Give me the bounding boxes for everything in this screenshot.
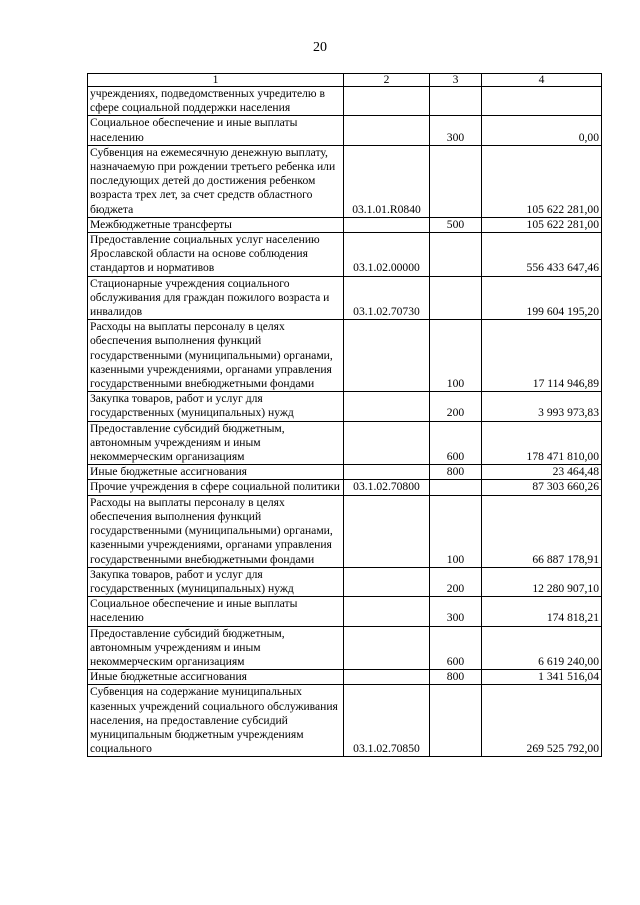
cell-amount: 17 114 946,89 <box>482 320 602 392</box>
cell-type: 100 <box>430 320 482 392</box>
cell-code: 03.1.02.70850 <box>344 685 430 757</box>
cell-amount: 556 433 647,46 <box>482 233 602 277</box>
cell-code <box>344 320 430 392</box>
cell-code <box>344 465 430 480</box>
cell-name: Социальное обеспечение и иные выплаты населению <box>88 597 344 626</box>
table-row <box>88 567 602 596</box>
table-header-row <box>88 74 602 87</box>
table-row <box>88 233 602 277</box>
cell-code <box>344 597 430 626</box>
cell-type: 600 <box>430 626 482 670</box>
budget-table <box>87 73 602 757</box>
cell-name: Стационарные учреждения социального обслуживания для граждан пожилого возраста и инвалидов <box>88 276 344 320</box>
cell-name: учреждениях, подведомственных учредителю в сфере социальной поддержки населения <box>88 87 344 116</box>
cell-type <box>430 233 482 277</box>
cell-name: Предоставление социальных услуг населению Ярославской области на основе соблюдения стандартов и нормативов <box>88 233 344 277</box>
cell-type: 800 <box>430 670 482 685</box>
cell-name: Расходы на выплаты персоналу в целях обеспечения выполнения функций государственными (муниципальными) органами, казенными учреждениями, органами управления государственными внебюджетными фондами <box>88 495 344 567</box>
cell-amount: 105 622 281,00 <box>482 217 602 232</box>
cell-name: Прочие учреждения в сфере социальной политики <box>88 480 344 495</box>
cell-amount: 269 525 792,00 <box>482 685 602 757</box>
cell-amount: 23 464,48 <box>482 465 602 480</box>
table-row <box>88 670 602 685</box>
cell-code <box>344 392 430 421</box>
table-row <box>88 597 602 626</box>
cell-code <box>344 626 430 670</box>
cell-code: 03.1.02.70800 <box>344 480 430 495</box>
table-row <box>88 276 602 320</box>
cell-amount: 174 818,21 <box>482 597 602 626</box>
table-row <box>88 320 602 392</box>
cell-code <box>344 87 430 116</box>
table-row <box>88 685 602 757</box>
cell-name: Субвенция на ежемесячную денежную выплату, назначаемую при рождении третьего ребенка или последующих детей до достижения ребенком возраста трех лет, за счет средств областного бюджета <box>88 145 344 217</box>
cell-amount: 199 604 195,20 <box>482 276 602 320</box>
column-header-code: 2 <box>344 74 430 87</box>
cell-type <box>430 276 482 320</box>
cell-type: 500 <box>430 217 482 232</box>
cell-type: 200 <box>430 567 482 596</box>
cell-name: Предоставление субсидий бюджетным, автономным учреждениям и иным некоммерческим организациям <box>88 421 344 465</box>
cell-amount: 12 280 907,10 <box>482 567 602 596</box>
table-row <box>88 495 602 567</box>
cell-code <box>344 670 430 685</box>
cell-name: Закупка товаров, работ и услуг для государственных (муниципальных) нужд <box>88 567 344 596</box>
table-row <box>88 87 602 116</box>
cell-type: 200 <box>430 392 482 421</box>
table-body <box>88 87 602 757</box>
cell-amount: 6 619 240,00 <box>482 626 602 670</box>
cell-amount: 66 887 178,91 <box>482 495 602 567</box>
cell-amount: 1 341 516,04 <box>482 670 602 685</box>
cell-code: 03.1.01.R0840 <box>344 145 430 217</box>
cell-name: Субвенция на содержание муниципальных казенных учреждений социального обслуживания населения, на предоставление субсидий муниципальным бюджетным учреждениям социального <box>88 685 344 757</box>
cell-code <box>344 421 430 465</box>
cell-name: Предоставление субсидий бюджетным, автономным учреждениям и иным некоммерческим организациям <box>88 626 344 670</box>
cell-code <box>344 495 430 567</box>
cell-amount: 87 303 660,26 <box>482 480 602 495</box>
cell-amount: 3 993 973,83 <box>482 392 602 421</box>
table-row <box>88 465 602 480</box>
cell-name: Расходы на выплаты персоналу в целях обеспечения выполнения функций государственными (муниципальными) органами, казенными учреждениями, органами управления государственными внебюджетными фондами <box>88 320 344 392</box>
cell-name: Социальное обеспечение и иные выплаты населению <box>88 116 344 145</box>
table-row <box>88 145 602 217</box>
cell-amount <box>482 87 602 116</box>
cell-code <box>344 116 430 145</box>
cell-type <box>430 87 482 116</box>
cell-amount: 105 622 281,00 <box>482 145 602 217</box>
cell-type: 600 <box>430 421 482 465</box>
table-row <box>88 116 602 145</box>
cell-type: 300 <box>430 116 482 145</box>
column-header-name: 1 <box>88 74 344 87</box>
table-row <box>88 421 602 465</box>
column-header-amount: 4 <box>482 74 602 87</box>
cell-code: 03.1.02.00000 <box>344 233 430 277</box>
cell-type <box>430 145 482 217</box>
table-row <box>88 217 602 232</box>
cell-type: 100 <box>430 495 482 567</box>
cell-code <box>344 217 430 232</box>
cell-code: 03.1.02.70730 <box>344 276 430 320</box>
table-row <box>88 626 602 670</box>
cell-type <box>430 685 482 757</box>
cell-name: Иные бюджетные ассигнования <box>88 465 344 480</box>
cell-name: Закупка товаров, работ и услуг для государственных (муниципальных) нужд <box>88 392 344 421</box>
cell-type: 800 <box>430 465 482 480</box>
cell-amount: 178 471 810,00 <box>482 421 602 465</box>
table-row <box>88 480 602 495</box>
cell-type: 300 <box>430 597 482 626</box>
cell-code <box>344 567 430 596</box>
cell-amount: 0,00 <box>482 116 602 145</box>
column-header-type: 3 <box>430 74 482 87</box>
table-row <box>88 392 602 421</box>
cell-type <box>430 480 482 495</box>
cell-name: Иные бюджетные ассигнования <box>88 670 344 685</box>
cell-name: Межбюджетные трансферты <box>88 217 344 232</box>
page-number: 20 <box>313 40 327 55</box>
